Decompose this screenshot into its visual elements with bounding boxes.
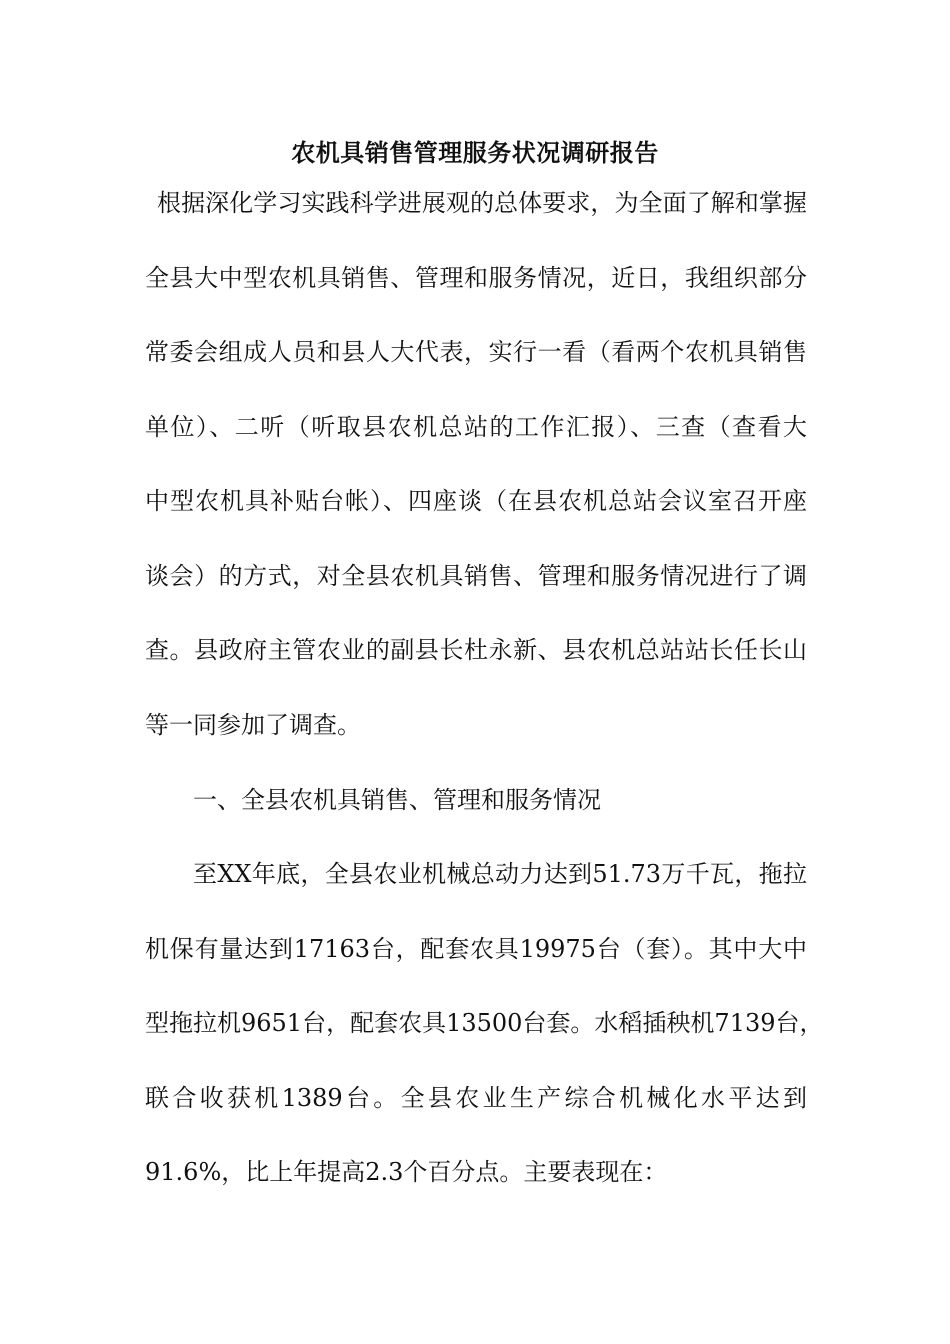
paragraph-line-4: 单位）、二听（听取县农机总站的工作汇报）、三查（查看大 xyxy=(145,413,807,441)
paragraph-line-2: 全县大中型农机具销售、管理和服务情况，近日，我组织部分 xyxy=(145,264,807,292)
paragraph-line-6: 谈会）的方式，对全县农机具销售、管理和服务情况进行了调 xyxy=(145,562,807,590)
paragraph-line-10: 机保有量达到17163台，配套农具19975台（套）。其中大中 xyxy=(145,935,807,963)
paragraph-line-5: 中型农机具补贴台帐）、四座谈（在县农机总站会议室召开座 xyxy=(145,487,807,515)
paragraph-line-8: 等一同参加了调查。 xyxy=(145,711,361,739)
paragraph-line-13: 91.6%，比上年提高2.3个百分点。主要表现在： xyxy=(145,1158,668,1186)
paragraph-line-12: 联合收获机1389台。全县农业生产综合机械化水平达到 xyxy=(145,1084,807,1112)
paragraph-line-3: 常委会组成人员和县人大代表，实行一看（看两个农机具销售 xyxy=(145,338,807,366)
paragraph-line-9: 至XX年底，全县农业机械总动力达到51.73万千瓦，拖拉 xyxy=(193,860,807,888)
document-title: 农机具销售管理服务状况调研报告 xyxy=(291,138,659,167)
section-heading: 一、全县农机具销售、管理和服务情况 xyxy=(193,786,601,814)
paragraph-line-7: 查。县政府主管农业的副县长杜永新、县农机总站站长任长山 xyxy=(145,636,807,664)
paragraph-line-11: 型拖拉机9651台，配套农具13500台套。水稻插秧机7139台， xyxy=(145,1009,824,1037)
paragraph-line-1: 根据深化学习实践科学进展观的总体要求，为全面了解和掌握 xyxy=(157,189,807,217)
